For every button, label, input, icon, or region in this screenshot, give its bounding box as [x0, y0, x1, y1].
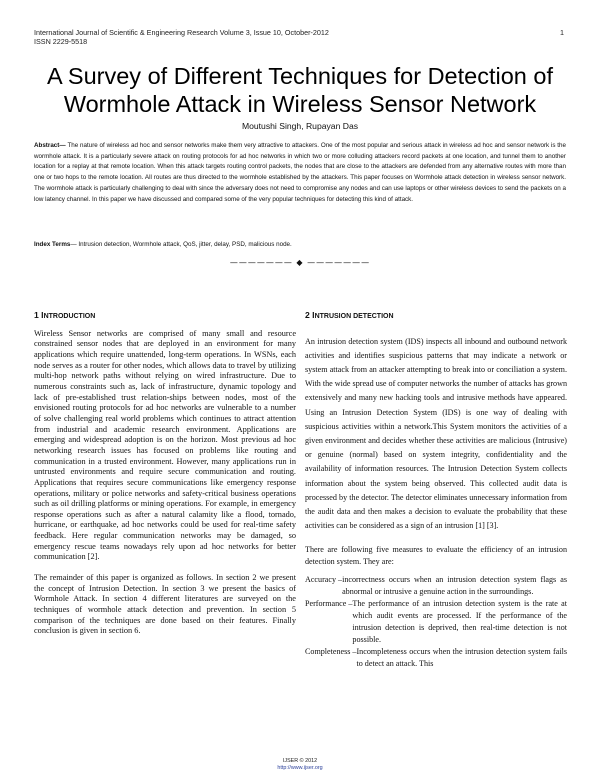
journal-url[interactable]: http://www.ijser.org — [277, 765, 323, 771]
left-column — [34, 310, 296, 637]
measure-item — [305, 646, 567, 670]
section-1-number: 1 — [34, 310, 42, 320]
measure-term: Performance – — [305, 598, 353, 608]
section-2-number: 2 — [305, 310, 313, 320]
measure-description: incorrectness occurs when an intrusion detection system flags as abnormal or intrusive a genuine action in the surroundings. — [342, 574, 567, 596]
paper-title — [20, 62, 580, 118]
section-2-title-initial: I — [312, 310, 315, 320]
measure-term: Completeness – — [305, 646, 357, 656]
authors: Moutushi Singh, Rupayan Das — [241, 121, 359, 131]
abstract-text: The nature of wireless ad hoc and sensor networks make them very attractive to attackers. One of the most popular and serious attack in wireless ad hoc and sensor network is the wormhole attack. It is a particularly severe attack on routing protocols for ad hoc networks in which two or more colluding attackers record packets at one location, and tunnel them to another location for a replay at that remote location. When this attack targets routing control packets, the nodes that are close to the attackers are defended from any alternative routes with more than one or two hops to the remote location. All routes are thus directed to the wormhole established by the attackers. This paper focuses on Wormhole attack detection in wireless sensor network. The wormhole attack is particularly challenging to deal with since the adversary does not need to compromise any nodes and can use laptops or other wireless devices to send the packets on a low latency channel. In this paper we have discussed and compared some of the very popular techniques for detecting this kind of attack. — [34, 142, 566, 203]
section-1-paragraph-2: The remainder of this paper is organized as follows. In section 2 we present the concept of Intrusion Detection. In section 3 we present the basics of Wormhole Attack. In section 4 different literatures are surveyed on the techniques of wormhole attack detection and prevention. In section 5 comparison of the techniques are done based on their features. Finally conclusion is given in section 6. — [34, 573, 296, 636]
index-terms-text: Intrusion detection, Wormhole attack, QoS, jitter, delay, PSD, malicious node. — [78, 241, 292, 248]
section-1-heading — [34, 310, 296, 323]
section-divider: ——————— ◆ ——————— — [229, 258, 371, 267]
section-1-title-rest: NTRODUCTION — [43, 313, 96, 320]
section-2-heading — [305, 310, 567, 323]
running-header — [34, 28, 564, 46]
abstract-label: Abstract — [34, 142, 60, 149]
abstract — [34, 141, 566, 205]
index-terms — [34, 240, 566, 249]
measure-description: The performance of an intrusion detection system is the rate at which audit events are processed. If the performance of the intrusion detection is deprived, then real-time detection is not possible. — [352, 598, 567, 644]
title-line-1: A Survey of Different Techniques for Detection of — [47, 63, 553, 89]
journal-line: International Journal of Scientific & Engineering Research Volume 3, Issue 10, October-2012 — [34, 28, 329, 37]
measure-term: Accuracy – — [305, 574, 343, 584]
section-1-paragraph-1: Wireless Sensor networks are comprised of many small and resource constrained sensor nodes that are deployed in an environment for many applications which require unattended, long-term operations. In WSNs, each node serves as a router for other nodes, which allows data to travel by utilizing multi-hop network paths without relying on wired infrastructure. Due to numerous constraints such as, lack of infrastructure, dynamic topology and lack of pre-established trust relation-ships between nodes, most of the envisioned routing protocols for ad hoc networks are vulnerable to a number of solve challenging real world problems which continues to attract attention from industrial and academic research environment. Applications are emerging and widespread adoption is on the horizon. Most previous ad hoc networking research issues has focused on problems like routing and communication in a trusted environment. However, many applications run in untrusted environments and require secure communication and routing. Applications that requires secure communications like emergency response operations, military or police networks and safety-critical business operations such as oil drilling platforms or mining operations. For example, in emergency response operations such as after a natural calamity like a flood, tornado, hurricane, or earthquake, ad hoc networks could be used for real-time safety feedback. Here regular communication networks may be damaged, so emergency rescue teams nowadays rely upon ad hoc networks for better communication [2]. — [34, 328, 296, 562]
title-line-2: Wormhole Attack in Wireless Sensor Network — [63, 91, 537, 117]
section-2-paragraph-2: There are following five measures to evaluate the efficiency of an intrusion detection system. They are: — [305, 544, 567, 566]
abstract-dash: — — [59, 142, 68, 149]
section-2-paragraph-1: An intrusion detection system (IDS) inspects all inbound and outbound network activities and identifies suspicious patterns that may indicate a network or system attack from an attacker attempting to break into or conciliation a system. With the wide spread use of computer networks the number of attacks has grown extensively and many new hacking tools and intrusive methods have appeared. Using an Intrusion Detection System (IDS) is one way of dealing with suspicious activities within a network.This System monitors the activities of a given environment and decides whether these activities are malicious (Intrusive) or genuine (normal) based on system integrity, confidentiality and the availability of information resources. The Intrusion Detection System collects information about the system being observed. This collected audit data is processed by the detector. The detector eliminates unnecessary information from the audit data and then makes a decision to evaluate the probability that these activities can be considered as a sign of an intrusion [1] [3]. — [305, 336, 567, 531]
copyright-line: IJSER © 2012 — [282, 758, 318, 764]
measure-item — [305, 598, 567, 646]
page-footer — [0, 758, 600, 772]
right-column — [305, 310, 567, 670]
measure-description: Incompleteness occurs when the intrusion detection system fails to detect an attack. This — [356, 646, 567, 668]
issn-line: ISSN 2229-5518 — [34, 37, 88, 46]
index-terms-label: Index Terms — [34, 241, 71, 248]
section-1-title-initial: I — [41, 310, 44, 320]
measure-item — [305, 574, 567, 598]
index-terms-dash: — — [70, 241, 79, 248]
section-2-title-rest: NTRUSION DETECTION — [314, 313, 394, 320]
page-number: 1 — [560, 28, 564, 37]
